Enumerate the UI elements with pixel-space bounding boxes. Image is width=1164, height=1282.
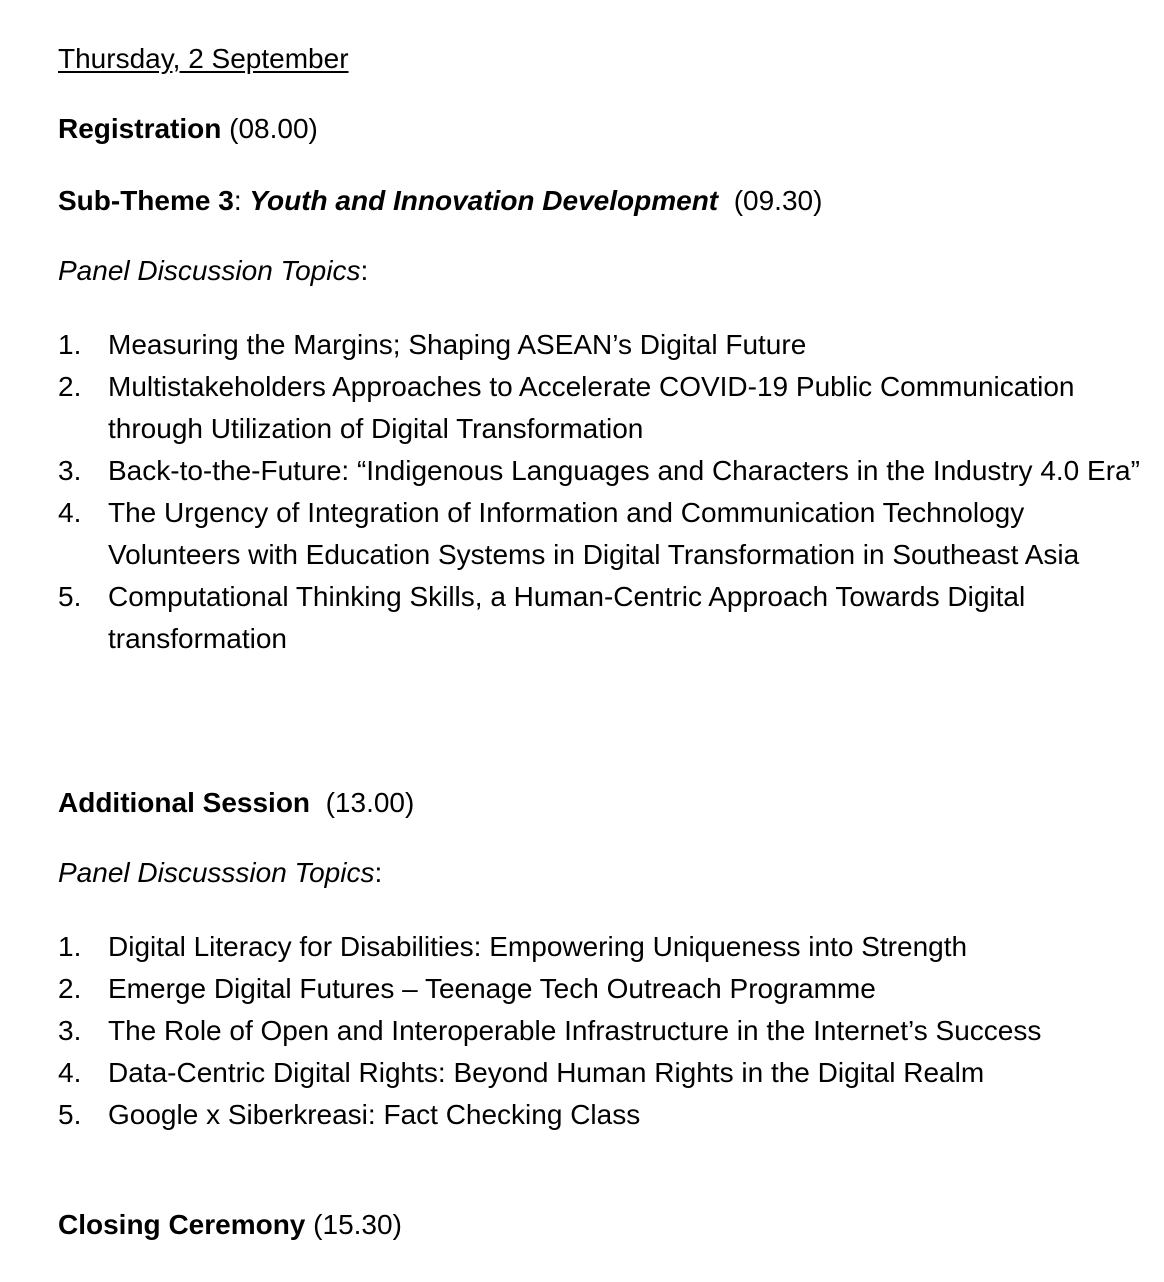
topic-text: Computational Thinking Skills, a Human-Centric Approach Towards Digital transformation <box>108 581 1026 654</box>
additional-session-line <box>58 786 414 820</box>
list-item <box>58 450 1154 492</box>
topic-number: 5. <box>58 581 82 612</box>
panel-2-topic-list <box>58 926 1154 1136</box>
topic-number: 1. <box>58 931 82 962</box>
list-item <box>58 968 1154 1010</box>
closing-ceremony-label: Closing Ceremony <box>58 1209 306 1240</box>
topic-text: Emerge Digital Futures – Teenage Tech Outreach Programme <box>108 973 876 1004</box>
sub-theme-line <box>58 184 822 218</box>
list-item <box>58 926 1154 968</box>
panel-1-heading: Panel Discussion Topics <box>58 255 361 286</box>
panel-1-heading-suffix: : <box>360 255 369 286</box>
list-item <box>58 324 1154 366</box>
registration-time: (08.00) <box>229 113 318 144</box>
agenda-document <box>58 0 1154 1282</box>
topic-number: 2. <box>58 371 82 402</box>
list-item <box>58 1094 1154 1136</box>
sub-theme-time: (09.30) <box>733 185 823 216</box>
topic-text: Back-to-the-Future: “Indigenous Languages and Characters in the Industry 4.0 Era” <box>108 455 1140 486</box>
topic-text: Measuring the Margins; Shaping ASEAN’s Digital Future <box>108 329 807 360</box>
panel-1-heading-line <box>58 254 368 288</box>
topic-number: 4. <box>58 497 82 528</box>
panel-2-heading-suffix: : <box>374 857 383 888</box>
list-item <box>58 576 1154 660</box>
list-item <box>58 492 1154 576</box>
topic-text: Digital Literacy for Disabilities: Empowering Uniqueness into Strength <box>108 931 968 962</box>
topic-text: Data-Centric Digital Rights: Beyond Human Rights in the Digital Realm <box>108 1057 985 1088</box>
panel-2-heading: Panel Discusssion Topics <box>58 857 375 888</box>
topic-text: The Role of Open and Interoperable Infrastructure in the Internet’s Success <box>108 1015 1042 1046</box>
topic-number: 3. <box>58 455 82 486</box>
sub-theme-label: Sub-Theme 3 <box>58 185 234 216</box>
topic-text: Multistakeholders Approaches to Accelerate COVID-19 Public Communication through Utilization of Digital Transformation <box>108 371 1075 444</box>
closing-ceremony-time: (15.30) <box>313 1209 402 1240</box>
list-item <box>58 1010 1154 1052</box>
registration-line <box>58 112 318 146</box>
list-item <box>58 1052 1154 1094</box>
topic-number: 2. <box>58 973 82 1004</box>
closing-ceremony-line <box>58 1208 402 1242</box>
topic-number: 4. <box>58 1057 82 1088</box>
additional-session-label: Additional Session <box>58 787 311 818</box>
panel-1-topic-list <box>58 324 1154 660</box>
list-item <box>58 366 1154 450</box>
additional-session-time: (13.00) <box>325 787 415 818</box>
topic-number: 5. <box>58 1099 82 1130</box>
panel-2-heading-line <box>58 856 382 890</box>
date-heading: Thursday, 2 September <box>58 43 349 74</box>
sub-theme-separator: : <box>233 185 242 216</box>
topic-number: 1. <box>58 329 82 360</box>
topic-text: The Urgency of Integration of Information and Communication Technology Volunteers with Education Systems in Digital Transformation in Southeast Asia <box>108 497 1080 570</box>
topic-text: Google x Siberkreasi: Fact Checking Class <box>108 1099 641 1130</box>
sub-theme-title: Youth and Innovation Development <box>249 185 719 216</box>
topic-number: 3. <box>58 1015 82 1046</box>
registration-label: Registration <box>58 113 222 144</box>
